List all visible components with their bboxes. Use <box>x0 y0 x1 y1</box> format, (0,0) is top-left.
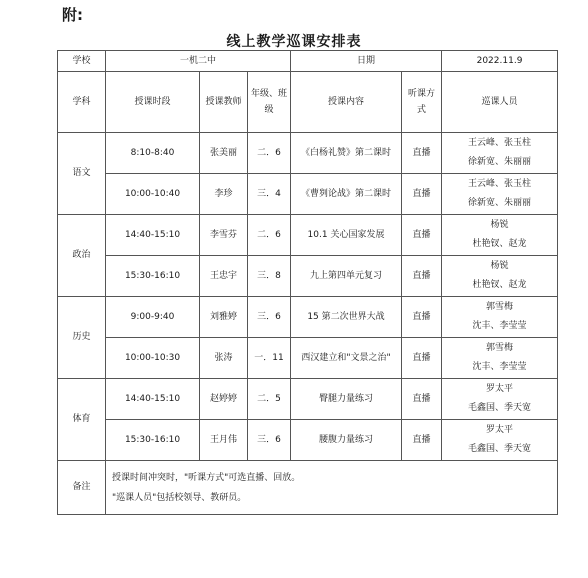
content-cell: 15 第二次世界大战 <box>291 297 402 338</box>
staff-cell <box>442 256 558 297</box>
staff-line: 徐新宽、朱丽丽 <box>468 198 532 208</box>
notes-row <box>58 461 558 515</box>
teacher-cell: 李珍 <box>200 174 248 215</box>
mode-cell: 直播 <box>402 174 442 215</box>
grade-cell: 三．4 <box>248 174 291 215</box>
note-line: "巡课人员"包括校领导、教研员。 <box>112 492 247 503</box>
grade-cell: 三．6 <box>248 297 291 338</box>
teacher-cell: 王忠宇 <box>200 256 248 297</box>
staff-cell <box>442 379 558 420</box>
content-cell: 西汉建立和"文景之治" <box>291 338 402 379</box>
date-label: 日期 <box>291 51 442 72</box>
staff-cell <box>442 174 558 215</box>
mode-cell: 直播 <box>402 379 442 420</box>
table-row <box>58 379 558 420</box>
grade-cell: 二．6 <box>248 215 291 256</box>
time-cell: 14:40-15:10 <box>106 379 200 420</box>
column-header-row <box>58 72 558 133</box>
teacher-cell: 张美丽 <box>200 133 248 174</box>
mode-cell: 直播 <box>402 215 442 256</box>
mode-cell: 直播 <box>402 420 442 461</box>
col-staff: 巡课人员 <box>442 72 558 133</box>
mode-cell: 直播 <box>402 256 442 297</box>
col-time: 授课时段 <box>106 72 200 133</box>
schedule-table <box>57 50 558 515</box>
page-title: 线上教学巡课安排表 <box>226 34 362 50</box>
time-cell: 15:30-16:10 <box>106 420 200 461</box>
staff-line: 王云峰、张玉柱 <box>468 138 532 148</box>
teacher-cell: 赵婷婷 <box>200 379 248 420</box>
time-cell: 15:30-16:10 <box>106 256 200 297</box>
staff-line: 徐新宽、朱丽丽 <box>468 157 532 167</box>
school-value: 一机二中 <box>106 51 291 72</box>
notes-text <box>106 461 558 515</box>
table-row <box>58 133 558 174</box>
staff-line: 王云峰、张玉柱 <box>468 179 532 189</box>
grade-cell: 一．11 <box>248 338 291 379</box>
table-row <box>58 338 558 379</box>
school-label: 学校 <box>58 51 106 72</box>
staff-line: 杨锐 <box>490 220 509 230</box>
note-line: 授课时间冲突时，"听课方式"可选直播、回放。 <box>112 472 301 483</box>
staff-cell <box>442 338 558 379</box>
table-row <box>58 174 558 215</box>
staff-cell <box>442 297 558 338</box>
staff-line: 杜艳钗、赵龙 <box>472 239 527 249</box>
staff-cell <box>442 215 558 256</box>
subject-cell: 体育 <box>58 379 106 461</box>
col-subject: 学科 <box>58 72 106 133</box>
attachment-label: 附: <box>62 6 83 24</box>
teacher-cell: 张涛 <box>200 338 248 379</box>
time-cell: 8:10-8:40 <box>106 133 200 174</box>
time-cell: 10:00-10:40 <box>106 174 200 215</box>
time-cell: 14:40-15:10 <box>106 215 200 256</box>
content-cell: 九上第四单元复习 <box>291 256 402 297</box>
content-cell: 臀腿力量练习 <box>291 379 402 420</box>
subject-cell: 历史 <box>58 297 106 379</box>
staff-line: 郭雪梅 <box>486 302 514 312</box>
subject-cell: 语文 <box>58 133 106 215</box>
grade-cell: 二．6 <box>248 133 291 174</box>
col-grade: 年级、班级 <box>248 72 291 133</box>
table-row <box>58 420 558 461</box>
teacher-cell: 刘雅婷 <box>200 297 248 338</box>
subject-cell: 政治 <box>58 215 106 297</box>
col-mode: 听课方式 <box>402 72 442 133</box>
grade-cell: 三．6 <box>248 420 291 461</box>
date-value: 2022.11.9 <box>442 51 558 72</box>
staff-line: 罗太平 <box>486 384 514 394</box>
content-cell: 10.1 关心国家发展 <box>291 215 402 256</box>
grade-cell: 二．5 <box>248 379 291 420</box>
teacher-cell: 李雪芬 <box>200 215 248 256</box>
table-row <box>58 256 558 297</box>
col-teacher: 授课教师 <box>200 72 248 133</box>
content-cell: 腰腹力量练习 <box>291 420 402 461</box>
staff-line: 毛鑫国、季天宽 <box>468 403 532 413</box>
staff-line: 罗太平 <box>486 425 514 435</box>
staff-cell <box>442 133 558 174</box>
staff-line: 杨锐 <box>490 261 509 271</box>
staff-line: 毛鑫国、季天宽 <box>468 444 532 454</box>
table-row <box>58 297 558 338</box>
staff-cell <box>442 420 558 461</box>
grade-cell: 三．8 <box>248 256 291 297</box>
col-content: 授课内容 <box>291 72 402 133</box>
staff-line: 郭雪梅 <box>486 343 514 353</box>
content-cell: 《白杨礼赞》第二课时 <box>291 133 402 174</box>
time-cell: 9:00-9:40 <box>106 297 200 338</box>
table-row <box>58 215 558 256</box>
time-cell: 10:00-10:30 <box>106 338 200 379</box>
staff-line: 沈丰、李莹莹 <box>472 362 527 372</box>
staff-line: 沈丰、李莹莹 <box>472 321 527 331</box>
teacher-cell: 王月伟 <box>200 420 248 461</box>
mode-cell: 直播 <box>402 338 442 379</box>
staff-line: 杜艳钗、赵龙 <box>472 280 527 290</box>
mode-cell: 直播 <box>402 297 442 338</box>
mode-cell: 直播 <box>402 133 442 174</box>
notes-label: 备注 <box>58 461 106 515</box>
content-cell: 《曹刿论战》第二课时 <box>291 174 402 215</box>
header-row <box>58 51 558 72</box>
